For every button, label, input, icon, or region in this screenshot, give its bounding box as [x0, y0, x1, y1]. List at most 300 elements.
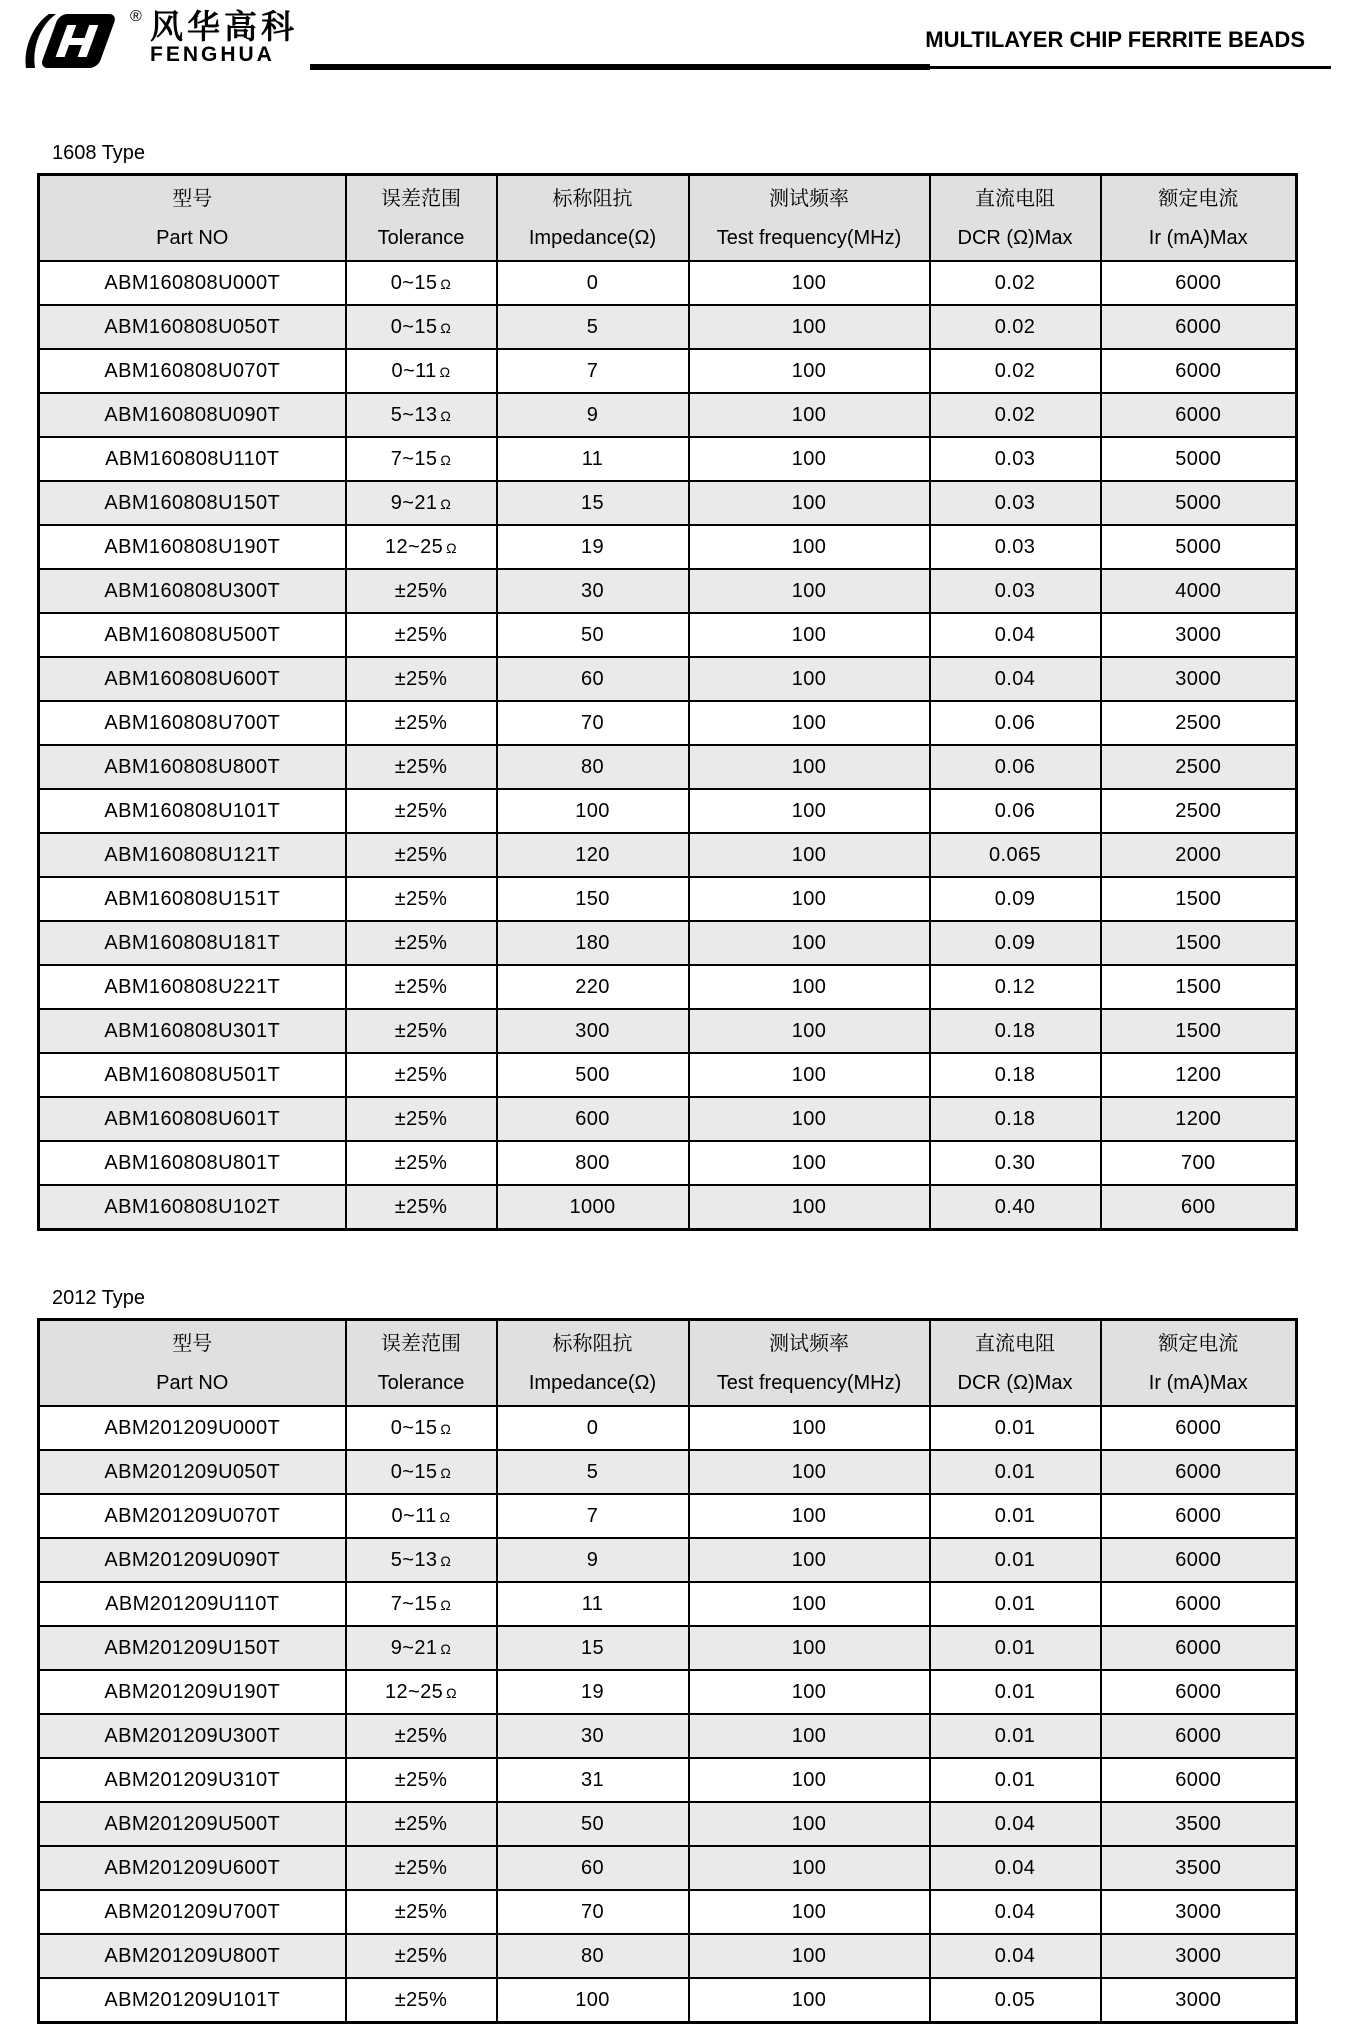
impedance-cell: 500 — [497, 1053, 689, 1097]
table-row — [39, 525, 1297, 569]
tolerance-cell: 0~11 Ω — [346, 1494, 497, 1538]
part-no-cell: ABM201209U800T — [39, 1934, 346, 1978]
impedance-cell: 11 — [497, 1582, 689, 1626]
part-no-cell: ABM201209U600T — [39, 1846, 346, 1890]
part-no-cell: ABM201209U500T — [39, 1802, 346, 1846]
ohm-unit: Ω — [440, 1420, 452, 1437]
part-no-cell: ABM201209U310T — [39, 1758, 346, 1802]
column-header-en: Test frequency(MHz) — [716, 1371, 902, 1394]
impedance-cell: 5 — [497, 305, 689, 349]
test-frequency-cell: 100 — [689, 789, 930, 833]
test-frequency-cell: 100 — [689, 833, 930, 877]
impedance-cell: 50 — [497, 1802, 689, 1846]
test-frequency-cell: 100 — [689, 1009, 930, 1053]
column-header-cn: 型号 — [172, 1332, 213, 1355]
ohm-unit: Ω — [440, 407, 452, 424]
impedance-cell: 80 — [497, 745, 689, 789]
part-no-cell: ABM160808U101T — [39, 789, 346, 833]
column-header-cn: 直流电阻 — [975, 1332, 1055, 1355]
table-row — [39, 1846, 1297, 1890]
column-header-cn: 误差范围 — [381, 187, 461, 210]
tolerance-cell: ±25% — [346, 745, 497, 789]
dcr-cell: 0.04 — [930, 1890, 1101, 1934]
column-header-cn: 标称阻抗 — [552, 187, 633, 210]
dcr-cell: 0.03 — [930, 437, 1101, 481]
impedance-cell: 1000 — [497, 1185, 689, 1230]
rated-current-cell: 1500 — [1101, 1009, 1297, 1053]
part-no-cell: ABM160808U801T — [39, 1141, 346, 1185]
table-row — [39, 877, 1297, 921]
rated-current-cell: 6000 — [1101, 1714, 1297, 1758]
dcr-cell: 0.01 — [930, 1626, 1101, 1670]
dcr-cell: 0.06 — [930, 745, 1101, 789]
test-frequency-cell: 100 — [689, 1097, 930, 1141]
table-row — [39, 1670, 1297, 1714]
rated-current-cell: 3000 — [1101, 613, 1297, 657]
dcr-cell: 0.01 — [930, 1494, 1101, 1538]
tolerance-cell: 5~13 Ω — [346, 1538, 497, 1582]
test-frequency-cell: 100 — [689, 305, 930, 349]
table-row — [39, 745, 1297, 789]
dcr-cell: 0.02 — [930, 261, 1101, 305]
impedance-cell: 30 — [497, 569, 689, 613]
column-header-cn: 额定电流 — [1158, 1332, 1239, 1355]
table-row — [39, 1406, 1297, 1450]
column-header-en: Ir (mA)Max — [1148, 1371, 1248, 1394]
impedance-cell: 15 — [497, 1626, 689, 1670]
rated-current-cell: 3000 — [1101, 657, 1297, 701]
impedance-cell: 7 — [497, 349, 689, 393]
rated-current-cell: 3000 — [1101, 1890, 1297, 1934]
rated-current-cell: 6000 — [1101, 1406, 1297, 1450]
table-row — [39, 305, 1297, 349]
dcr-cell: 0.05 — [930, 1978, 1101, 2023]
column-header — [689, 1320, 930, 1407]
tolerance-cell: 5~13 Ω — [346, 393, 497, 437]
rated-current-cell: 3500 — [1101, 1846, 1297, 1890]
column-header-en: Test frequency(MHz) — [716, 226, 902, 249]
tolerance-cell: 0~15 Ω — [346, 261, 497, 305]
brand-name-chinese: 风华高科 — [150, 8, 298, 45]
tolerance-cell: ±25% — [346, 1890, 497, 1934]
column-header-en: Part NO — [156, 226, 229, 249]
dcr-cell: 0.04 — [930, 657, 1101, 701]
dcr-cell: 0.01 — [930, 1714, 1101, 1758]
table-row — [39, 1141, 1297, 1185]
column-header-en: Impedance(Ω) — [528, 1371, 657, 1394]
test-frequency-cell: 100 — [689, 1890, 930, 1934]
ohm-unit: Ω — [440, 451, 452, 468]
impedance-cell: 220 — [497, 965, 689, 1009]
tolerance-cell: ±25% — [346, 613, 497, 657]
test-frequency-cell: 100 — [689, 1626, 930, 1670]
part-no-cell: ABM160808U601T — [39, 1097, 346, 1141]
rated-current-cell: 6000 — [1101, 305, 1297, 349]
table-row — [39, 1185, 1297, 1230]
tolerance-cell: ±25% — [346, 833, 497, 877]
column-header-en: Tolerance — [377, 1371, 465, 1394]
rated-current-cell: 3500 — [1101, 1802, 1297, 1846]
dcr-cell: 0.02 — [930, 349, 1101, 393]
impedance-cell: 31 — [497, 1758, 689, 1802]
rated-current-cell: 3000 — [1101, 1978, 1297, 2023]
impedance-cell: 70 — [497, 1890, 689, 1934]
impedance-cell: 150 — [497, 877, 689, 921]
impedance-cell: 19 — [497, 525, 689, 569]
impedance-cell: 70 — [497, 701, 689, 745]
dcr-cell: 0.01 — [930, 1758, 1101, 1802]
part-no-cell: ABM160808U600T — [39, 657, 346, 701]
test-frequency-cell: 100 — [689, 349, 930, 393]
impedance-cell: 180 — [497, 921, 689, 965]
spec-table-1608 — [37, 173, 1298, 1231]
tolerance-cell: ±25% — [346, 1185, 497, 1230]
column-header — [930, 1320, 1101, 1407]
rated-current-cell: 600 — [1101, 1185, 1297, 1230]
test-frequency-cell: 100 — [689, 393, 930, 437]
impedance-cell: 9 — [497, 1538, 689, 1582]
ohm-unit: Ω — [439, 363, 451, 380]
header-row — [39, 1320, 1297, 1407]
impedance-cell: 19 — [497, 1670, 689, 1714]
table-row — [39, 1009, 1297, 1053]
part-no-cell: ABM201209U070T — [39, 1494, 346, 1538]
dcr-cell: 0.02 — [930, 393, 1101, 437]
column-header-en: DCR (Ω)Max — [957, 1371, 1073, 1394]
table-row — [39, 657, 1297, 701]
column-header-cn: 测试频率 — [769, 1332, 849, 1355]
impedance-cell: 60 — [497, 657, 689, 701]
tolerance-cell: 12~25 Ω — [346, 525, 497, 569]
part-no-cell: ABM201209U700T — [39, 1890, 346, 1934]
header-divider — [310, 63, 1331, 71]
test-frequency-cell: 100 — [689, 261, 930, 305]
part-no-cell: ABM201209U300T — [39, 1714, 346, 1758]
column-header — [39, 175, 346, 262]
tolerance-cell: ±25% — [346, 789, 497, 833]
tolerance-cell: ±25% — [346, 1846, 497, 1890]
table-row — [39, 481, 1297, 525]
dcr-cell: 0.01 — [930, 1582, 1101, 1626]
part-no-cell: ABM160808U501T — [39, 1053, 346, 1097]
rated-current-cell: 700 — [1101, 1141, 1297, 1185]
part-no-cell: ABM160808U050T — [39, 305, 346, 349]
impedance-cell: 9 — [497, 393, 689, 437]
tolerance-cell: ±25% — [346, 1758, 497, 1802]
header-row — [39, 175, 1297, 262]
table-row — [39, 1053, 1297, 1097]
dcr-cell: 0.03 — [930, 569, 1101, 613]
part-no-cell: ABM201209U101T — [39, 1978, 346, 2023]
tolerance-cell: 0~15 Ω — [346, 1406, 497, 1450]
dcr-cell: 0.01 — [930, 1670, 1101, 1714]
dcr-cell: 0.40 — [930, 1185, 1101, 1230]
column-header — [346, 175, 497, 262]
tolerance-cell: ±25% — [346, 1978, 497, 2023]
table-row — [39, 437, 1297, 481]
part-no-cell: ABM160808U700T — [39, 701, 346, 745]
part-no-cell: ABM160808U150T — [39, 481, 346, 525]
column-header-en: Tolerance — [377, 226, 465, 249]
ohm-unit: Ω — [440, 1464, 452, 1481]
impedance-cell: 100 — [497, 1978, 689, 2023]
dcr-cell: 0.065 — [930, 833, 1101, 877]
part-no-cell: ABM201209U050T — [39, 1450, 346, 1494]
ohm-unit: Ω — [439, 1508, 451, 1525]
table-row — [39, 1714, 1297, 1758]
part-no-cell: ABM160808U070T — [39, 349, 346, 393]
rated-current-cell: 3000 — [1101, 1934, 1297, 1978]
test-frequency-cell: 100 — [689, 1582, 930, 1626]
table-row — [39, 261, 1297, 305]
part-no-cell: ABM160808U500T — [39, 613, 346, 657]
rated-current-cell: 6000 — [1101, 349, 1297, 393]
tolerance-cell: ±25% — [346, 1141, 497, 1185]
test-frequency-cell: 100 — [689, 613, 930, 657]
header-divider-thin-segment — [930, 66, 1331, 69]
dcr-cell: 0.02 — [930, 305, 1101, 349]
impedance-cell: 30 — [497, 1714, 689, 1758]
tolerance-cell: ±25% — [346, 657, 497, 701]
part-no-cell: ABM160808U151T — [39, 877, 346, 921]
spec-table-2012 — [37, 1318, 1298, 2024]
test-frequency-cell: 100 — [689, 1670, 930, 1714]
impedance-cell: 120 — [497, 833, 689, 877]
test-frequency-cell: 100 — [689, 1141, 930, 1185]
table-row — [39, 1097, 1297, 1141]
table-row — [39, 393, 1297, 437]
ohm-unit: Ω — [440, 495, 452, 512]
column-header — [39, 1320, 346, 1407]
dcr-cell: 0.30 — [930, 1141, 1101, 1185]
test-frequency-cell: 100 — [689, 569, 930, 613]
test-frequency-cell: 100 — [689, 481, 930, 525]
rated-current-cell: 2500 — [1101, 701, 1297, 745]
tolerance-cell: ±25% — [346, 877, 497, 921]
test-frequency-cell: 100 — [689, 1450, 930, 1494]
table-row — [39, 965, 1297, 1009]
document-title: MULTILAYER CHIP FERRITE BEADS — [925, 27, 1305, 52]
impedance-cell: 300 — [497, 1009, 689, 1053]
rated-current-cell: 5000 — [1101, 525, 1297, 569]
test-frequency-cell: 100 — [689, 525, 930, 569]
dcr-cell: 0.04 — [930, 1802, 1101, 1846]
test-frequency-cell: 100 — [689, 965, 930, 1009]
dcr-cell: 0.04 — [930, 1846, 1101, 1890]
table-row — [39, 701, 1297, 745]
impedance-cell: 80 — [497, 1934, 689, 1978]
test-frequency-cell: 100 — [689, 701, 930, 745]
tolerance-cell: 9~21 Ω — [346, 481, 497, 525]
tolerance-cell: ±25% — [346, 701, 497, 745]
rated-current-cell: 6000 — [1101, 1494, 1297, 1538]
column-header — [1101, 1320, 1297, 1407]
table-row — [39, 349, 1297, 393]
test-frequency-cell: 100 — [689, 1714, 930, 1758]
dcr-cell: 0.12 — [930, 965, 1101, 1009]
dcr-cell: 0.03 — [930, 481, 1101, 525]
table-row — [39, 1582, 1297, 1626]
tolerance-cell: ±25% — [346, 921, 497, 965]
test-frequency-cell: 100 — [689, 1185, 930, 1230]
dcr-cell: 0.01 — [930, 1406, 1101, 1450]
tolerance-cell: 7~15 Ω — [346, 437, 497, 481]
tolerance-cell: 0~11 Ω — [346, 349, 497, 393]
part-no-cell: ABM160808U181T — [39, 921, 346, 965]
table-row — [39, 1626, 1297, 1670]
rated-current-cell: 6000 — [1101, 1582, 1297, 1626]
fenghua-logo-mark-icon — [18, 12, 122, 70]
test-frequency-cell: 100 — [689, 1053, 930, 1097]
tolerance-cell: 9~21 Ω — [346, 1626, 497, 1670]
test-frequency-cell: 100 — [689, 1934, 930, 1978]
registered-trademark-icon: ® — [130, 8, 142, 25]
table-row — [39, 833, 1297, 877]
test-frequency-cell: 100 — [689, 1494, 930, 1538]
part-no-cell: ABM160808U102T — [39, 1185, 346, 1230]
part-no-cell: ABM160808U300T — [39, 569, 346, 613]
part-no-cell: ABM160808U110T — [39, 437, 346, 481]
impedance-cell: 100 — [497, 789, 689, 833]
tolerance-cell: ±25% — [346, 1714, 497, 1758]
column-header-en: Part NO — [156, 1371, 229, 1394]
impedance-cell: 0 — [497, 1406, 689, 1450]
table-row — [39, 1538, 1297, 1582]
tolerance-cell: ±25% — [346, 1053, 497, 1097]
part-no-cell: ABM160808U301T — [39, 1009, 346, 1053]
impedance-cell: 11 — [497, 437, 689, 481]
rated-current-cell: 5000 — [1101, 481, 1297, 525]
part-no-cell: ABM201209U150T — [39, 1626, 346, 1670]
dcr-cell: 0.18 — [930, 1053, 1101, 1097]
table-row — [39, 1494, 1297, 1538]
table-row — [39, 921, 1297, 965]
part-no-cell: ABM201209U090T — [39, 1538, 346, 1582]
dcr-cell: 0.04 — [930, 613, 1101, 657]
ohm-unit: Ω — [440, 1596, 452, 1613]
test-frequency-cell: 100 — [689, 657, 930, 701]
dcr-cell: 0.01 — [930, 1538, 1101, 1582]
column-header-cn: 型号 — [172, 187, 213, 210]
column-header-en: Impedance(Ω) — [528, 226, 657, 249]
table-row — [39, 1934, 1297, 1978]
rated-current-cell: 1200 — [1101, 1053, 1297, 1097]
column-header — [689, 175, 930, 262]
dcr-cell: 0.01 — [930, 1450, 1101, 1494]
column-header-en: Ir (mA)Max — [1148, 226, 1248, 249]
column-header — [497, 175, 689, 262]
part-no-cell: ABM201209U110T — [39, 1582, 346, 1626]
type-label-2012: 2012 Type — [52, 1287, 146, 1309]
test-frequency-cell: 100 — [689, 1978, 930, 2023]
tolerance-cell: ±25% — [346, 1097, 497, 1141]
part-no-cell: ABM160808U190T — [39, 525, 346, 569]
rated-current-cell: 1200 — [1101, 1097, 1297, 1141]
table-row — [39, 1890, 1297, 1934]
ohm-unit: Ω — [440, 1552, 452, 1569]
type-label-1608: 1608 Type — [52, 142, 146, 164]
table-row — [39, 569, 1297, 613]
rated-current-cell: 6000 — [1101, 393, 1297, 437]
tolerance-cell: ±25% — [346, 965, 497, 1009]
test-frequency-cell: 100 — [689, 1802, 930, 1846]
column-header — [346, 1320, 497, 1407]
ohm-unit: Ω — [446, 1684, 458, 1701]
rated-current-cell: 6000 — [1101, 1626, 1297, 1670]
test-frequency-cell: 100 — [689, 1406, 930, 1450]
part-no-cell: ABM160808U221T — [39, 965, 346, 1009]
column-header — [497, 1320, 689, 1407]
tolerance-cell: 0~15 Ω — [346, 1450, 497, 1494]
rated-current-cell: 2500 — [1101, 789, 1297, 833]
test-frequency-cell: 100 — [689, 1538, 930, 1582]
part-no-cell: ABM160808U000T — [39, 261, 346, 305]
dcr-cell: 0.09 — [930, 877, 1101, 921]
impedance-cell: 60 — [497, 1846, 689, 1890]
rated-current-cell: 6000 — [1101, 1538, 1297, 1582]
table-row — [39, 789, 1297, 833]
dcr-cell: 0.18 — [930, 1097, 1101, 1141]
tolerance-cell: ±25% — [346, 1934, 497, 1978]
tolerance-cell: 12~25 Ω — [346, 1670, 497, 1714]
rated-current-cell: 6000 — [1101, 1758, 1297, 1802]
column-header-cn: 额定电流 — [1158, 187, 1239, 210]
rated-current-cell: 6000 — [1101, 1450, 1297, 1494]
test-frequency-cell: 100 — [689, 877, 930, 921]
table-row — [39, 1802, 1297, 1846]
rated-current-cell: 5000 — [1101, 437, 1297, 481]
section-2012-type — [0, 1231, 1351, 2024]
test-frequency-cell: 100 — [689, 1846, 930, 1890]
column-header-en: DCR (Ω)Max — [957, 226, 1073, 249]
tolerance-cell: 0~15 Ω — [346, 305, 497, 349]
rated-current-cell: 6000 — [1101, 1670, 1297, 1714]
part-no-cell: ABM160808U121T — [39, 833, 346, 877]
impedance-cell: 800 — [497, 1141, 689, 1185]
tolerance-cell: ±25% — [346, 569, 497, 613]
tolerance-cell: 7~15 Ω — [346, 1582, 497, 1626]
dcr-cell: 0.03 — [930, 525, 1101, 569]
column-header-cn: 直流电阻 — [975, 187, 1055, 210]
impedance-cell: 7 — [497, 1494, 689, 1538]
part-no-cell: ABM160808U090T — [39, 393, 346, 437]
table-row — [39, 1758, 1297, 1802]
column-header — [930, 175, 1101, 262]
header-divider-thick-segment — [310, 64, 930, 70]
part-no-cell: ABM201209U000T — [39, 1406, 346, 1450]
column-header-cn: 测试频率 — [769, 187, 849, 210]
impedance-cell: 0 — [497, 261, 689, 305]
brand-block — [150, 10, 298, 65]
masthead — [0, 0, 1351, 72]
dcr-cell: 0.09 — [930, 921, 1101, 965]
table-row — [39, 1978, 1297, 2023]
test-frequency-cell: 100 — [689, 745, 930, 789]
impedance-cell: 15 — [497, 481, 689, 525]
rated-current-cell: 1500 — [1101, 965, 1297, 1009]
table-row — [39, 1450, 1297, 1494]
ohm-unit: Ω — [440, 1640, 452, 1657]
ohm-unit: Ω — [440, 275, 452, 292]
rated-current-cell: 4000 — [1101, 569, 1297, 613]
rated-current-cell: 2500 — [1101, 745, 1297, 789]
table-row — [39, 613, 1297, 657]
rated-current-cell: 2000 — [1101, 833, 1297, 877]
test-frequency-cell: 100 — [689, 437, 930, 481]
impedance-cell: 600 — [497, 1097, 689, 1141]
rated-current-cell: 1500 — [1101, 921, 1297, 965]
ohm-unit: Ω — [440, 319, 452, 336]
